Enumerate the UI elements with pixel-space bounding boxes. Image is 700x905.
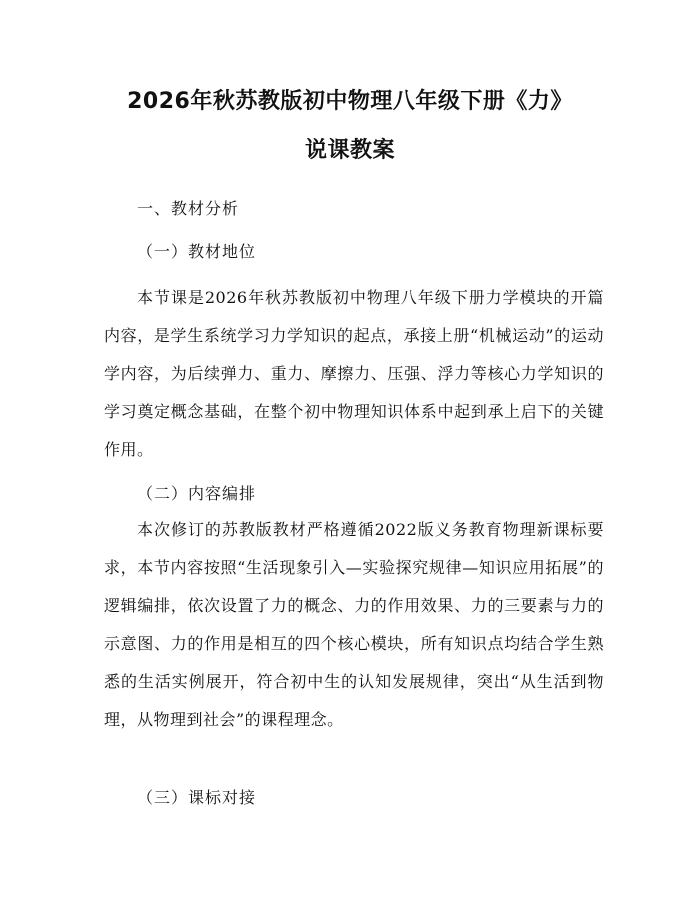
subsection-heading-textbook-position: （一）教材地位 bbox=[137, 242, 257, 261]
document-title: 2026年秋苏教版初中物理八年级下册《力》 bbox=[127, 89, 573, 114]
paragraph-textbook-position: 本节课是2026年秋苏教版初中物理八年级下册力学模块的开篇内容，是学生系统学习力学知识的起点，承接上册“机械运动”的运动学内容，为后续弹力、重力、摩擦力、压强、浮力等核心力学知识的学习奠定概念基础，在整个初中物理知识体系中起到承上启下的关键作用。 bbox=[104, 288, 604, 459]
subsection-heading-content-arrangement: （二）内容编排 bbox=[137, 484, 257, 503]
section-heading-textbook-analysis: 一、教材分析 bbox=[137, 199, 240, 218]
paragraph-content-arrangement: 本次修订的苏教版教材严格遵循2022版义务教育物理新课标要求，本节内容按照“生活现象引入—实验探究规律—知识应用拓展”的逻辑编排，依次设置了力的概念、力的作用效果、力的三要素与力的示意图、力的作用是相互的四个核心模块，所有知识点均结合学生熟悉的生活实例展开，符合初中生的认知发展规律，突出“从生活到物理，从物理到社会”的课程理念。 bbox=[104, 520, 604, 729]
document-subtitle: 说课教案 bbox=[304, 138, 395, 163]
subsection-heading-curriculum-alignment: （三）课标对接 bbox=[137, 788, 257, 807]
